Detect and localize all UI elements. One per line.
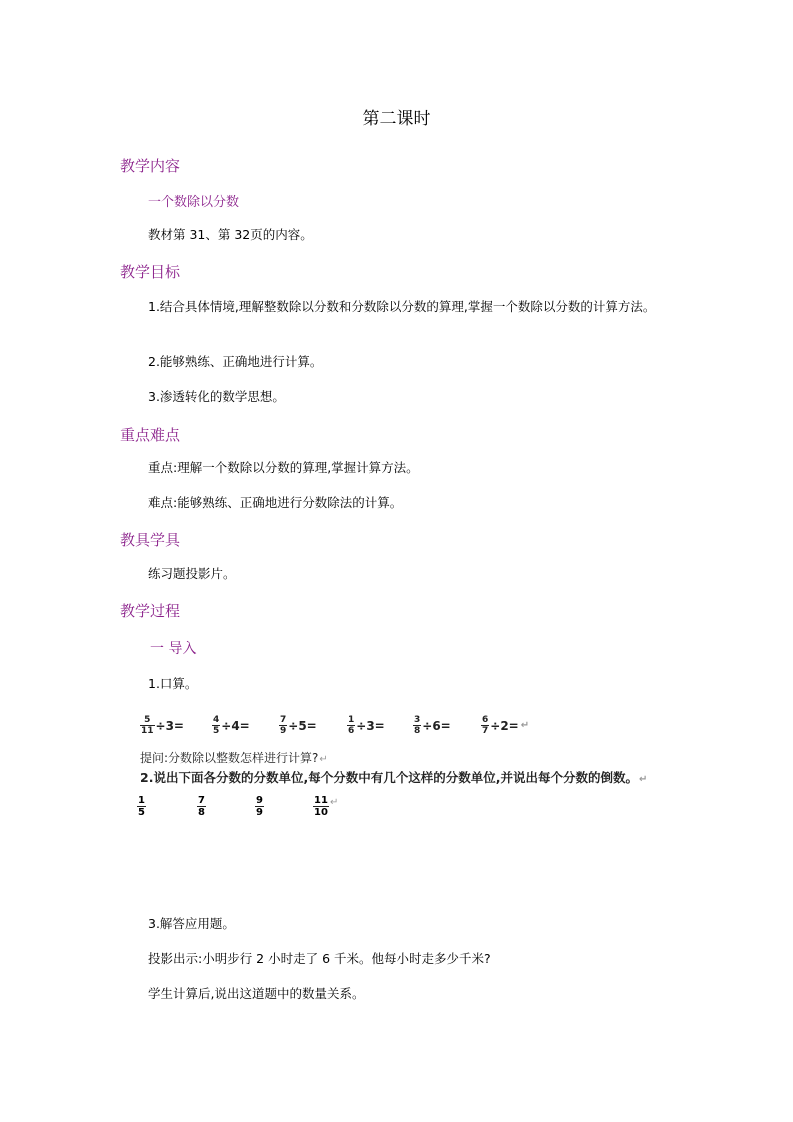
fraction-denominator: 5 <box>213 726 220 736</box>
subheading-division-by-fraction: 一个数除以分数 <box>148 195 240 210</box>
fraction-numerator: 9 <box>256 795 263 806</box>
step-3-text: 3.解答应用题。 <box>148 916 235 931</box>
fraction-numerator: 7 <box>198 795 205 806</box>
fraction-numerator: 5 <box>140 715 155 726</box>
fraction <box>212 715 220 736</box>
step-2-label: 2.说出下面各分数的分数单位,每个分数中有几个这样的分数单位,并说出每个分数的倒数。 <box>140 770 638 785</box>
heading-teaching-process: 教学过程 <box>120 602 181 620</box>
oral-expression <box>212 715 250 736</box>
goal-item-1-line1 <box>148 296 673 318</box>
fraction <box>140 715 155 736</box>
fraction-denominator: 8 <box>198 807 205 818</box>
fraction-denominator: 8 <box>414 726 421 736</box>
heading-teaching-goals: 教学目标 <box>120 263 181 281</box>
division-operation: ÷6= <box>422 718 451 733</box>
paragraph-mark: ↵ <box>330 797 339 808</box>
heading-teaching-tools: 教具学具 <box>120 531 181 549</box>
projection-text: 投影出示:小明步行 2 小时走了 6 千米。他每小时走多少千米? <box>148 951 491 966</box>
division-operation: ÷5= <box>288 718 317 733</box>
fraction <box>279 715 287 736</box>
tools-text: 练习题投影片。 <box>148 566 236 581</box>
fraction-denominator: 9 <box>256 807 263 818</box>
fraction-denominator: 10 <box>314 807 328 818</box>
goal-item-3: 3.渗透转化的数学思想。 <box>148 389 285 404</box>
fraction-numerator: 6 <box>482 715 489 725</box>
fraction <box>255 795 264 818</box>
oral-expression <box>481 715 529 736</box>
intro-heading: 一 导入 <box>150 641 197 657</box>
oral-calculation-row <box>140 715 540 741</box>
fraction-denominator: 7 <box>482 726 489 736</box>
goal-item-1-a: 1.结合具体情境,理解整数除以分数和分数除以分数的算理,掌握一个数除以分数的计算方法。 <box>148 299 656 314</box>
fraction-denominator: 5 <box>138 807 145 818</box>
division-operation: ÷2= <box>490 718 519 733</box>
content-text: 教材第 31、第 32页的内容。 <box>148 227 313 242</box>
page-title: 第二课时 <box>362 109 431 129</box>
question-text <box>140 749 328 766</box>
paragraph-mark: ↵ <box>638 774 648 785</box>
step-2-text <box>140 768 647 786</box>
fraction <box>313 795 329 818</box>
goal-item-2: 2.能够熟练、正确地进行计算。 <box>148 354 323 369</box>
fraction-numerator: 4 <box>213 715 220 725</box>
fraction <box>347 715 355 736</box>
fraction <box>481 715 489 736</box>
fraction-denominator: 11 <box>141 726 154 736</box>
fraction <box>413 715 421 736</box>
fraction-numerator: 7 <box>280 715 287 725</box>
paragraph-mark: ↵ <box>319 754 328 765</box>
fraction-numerator: 11 <box>314 795 328 806</box>
oral-expression <box>140 715 184 736</box>
student-text: 学生计算后,说出这道题中的数量关系。 <box>148 986 365 1001</box>
division-operation: ÷3= <box>155 718 184 733</box>
heading-teaching-content: 教学内容 <box>120 157 181 175</box>
fraction-numerator: 1 <box>348 715 355 725</box>
oral-expression <box>279 715 317 736</box>
question-label: 提问:分数除以整数怎样进行计算? <box>140 751 319 765</box>
oral-expression <box>413 715 451 736</box>
fraction-denominator: 6 <box>348 726 355 736</box>
oral-expression <box>347 715 385 736</box>
division-operation: ÷3= <box>356 718 385 733</box>
fraction <box>137 795 146 818</box>
heading-key-points: 重点难点 <box>120 426 181 444</box>
fraction-numerator: 3 <box>414 715 421 725</box>
key-point-text: 重点:理解一个数除以分数的算理,掌握计算方法。 <box>148 460 419 475</box>
fraction-denominator: 9 <box>280 726 287 736</box>
fraction <box>197 795 206 818</box>
fractions-row <box>137 795 387 821</box>
step-1-oral: 1.口算。 <box>148 676 198 691</box>
division-operation: ÷4= <box>221 718 250 733</box>
difficult-point-text: 难点:能够熟练、正确地进行分数除法的计算。 <box>148 495 403 510</box>
fraction-numerator: 1 <box>138 795 145 806</box>
paragraph-mark: ↵ <box>520 720 530 731</box>
